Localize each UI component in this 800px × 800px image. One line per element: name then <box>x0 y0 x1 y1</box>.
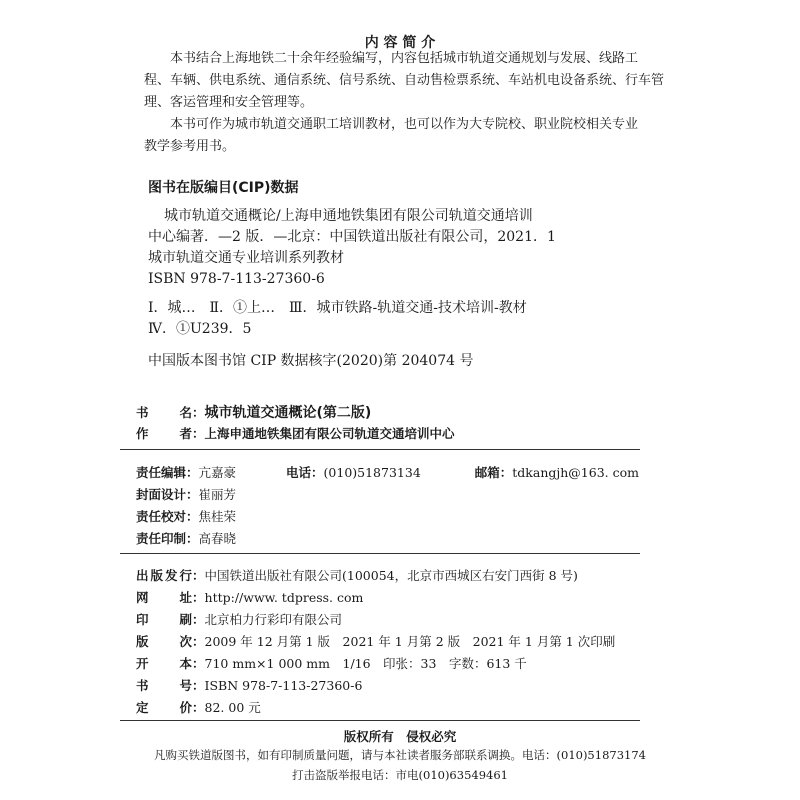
intro-line: 程、车辆、供电系统、通信系统、信号系统、自动售检票系统、车站机电设备系统、行车管 <box>144 73 665 88</box>
pub-row-format: 开 本 ：710 mm×1 000 mm 1/16 印张：33 字数：613 千 <box>136 656 527 671</box>
intro-line: 教学参考用书。 <box>144 139 236 154</box>
printer-value: 北京柏力行彩印有限公司 <box>204 612 343 627</box>
cip-approval: 中国版本图书馆 CIP 数据核字(2020)第 204074 号 <box>148 353 474 369</box>
publisher-value: 中国铁道出版社有限公司(100054，北京市西城区右安门西街 8 号) <box>204 568 578 583</box>
quality-notice: 凡购买铁道版图书，如有印制质量问题，请与本社读者服务部联系调换。电话：(010)51873174 <box>154 748 646 762</box>
divider <box>120 449 640 450</box>
pub-row-isbn: 书 号 ：ISBN 978-7-113-27360-6 <box>136 678 363 693</box>
print-manager: 高春晓 <box>198 531 237 546</box>
book-author-label: 作 者 <box>136 426 192 441</box>
piracy-report: 打击盗版举报电话：市电(010)63549461 <box>292 768 508 782</box>
pub-row-edition: 版 次 ：2009 年 12 月第 1 版 2021 年 1 月第 2 版 2021 年 1 月第 1 次印刷 <box>136 634 616 649</box>
cip-record-line: 中心编著．—2 版．—北京：中国铁道出版社有限公司，2021．1 <box>148 229 556 245</box>
cip-record-line: ISBN 978-7-113-27360-6 <box>148 271 325 287</box>
intro-title: 内 容 简 介 <box>364 35 436 51</box>
print-label: 责任印制： <box>136 531 199 546</box>
pub-row-website: 网 址 ：http://www. tdpress. com <box>136 590 364 605</box>
phone-label: 电话： <box>286 465 324 480</box>
cip-class-line: Ⅰ．城… Ⅱ．①上… Ⅲ．城市铁路-轨道交通-技术培训-教材 <box>148 300 527 316</box>
cip-record-line: 城市轨道交通概论/上海申通地铁集团有限公司轨道交通培训 <box>164 208 533 224</box>
editor-name: 亢嘉豪 <box>198 465 237 480</box>
proofreader: 焦桂荣 <box>198 509 237 524</box>
editor-label: 责任编辑： <box>136 465 199 480</box>
pub-row-price: 定 价 ：82. 00 元 <box>136 700 261 715</box>
editor-row <box>136 463 639 481</box>
edition-value: 2009 年 12 月第 1 版 2021 年 1 月第 2 版 2021 年 1 月第 1 次印刷 <box>204 634 616 649</box>
book-author: 上海申通地铁集团有限公司轨道交通培训中心 <box>204 426 455 441</box>
divider <box>120 720 640 721</box>
divider <box>120 553 640 554</box>
cip-class-line: Ⅳ．①U239．5 <box>148 321 252 337</box>
cover-label: 封面设计： <box>136 487 199 502</box>
print-row <box>136 529 236 547</box>
website-value: http://www. tdpress. com <box>204 590 364 605</box>
pub-row-publisher: 出 版 发 行 ：中国铁道出版社有限公司(100054，北京市西城区右安门西街 8 号) <box>136 568 578 583</box>
email-label: 邮箱： <box>474 465 513 480</box>
cip-record <box>148 206 556 290</box>
cip-heading: 图书在版编目(CIP)数据 <box>148 180 299 196</box>
format-value: 710 mm×1 000 mm 1/16 印张：33 字数：613 千 <box>204 656 527 671</box>
intro-body <box>144 48 664 158</box>
proof-label: 责任校对： <box>136 509 199 524</box>
email-value: tdkangjh@163. com <box>512 465 639 480</box>
intro-line: 理、客运管理和安全管理等。 <box>144 95 314 110</box>
proof-row <box>136 507 236 525</box>
cover-row <box>136 485 236 503</box>
book-author-row: 作 者 ：上海申通地铁集团有限公司轨道交通培训中心 <box>136 426 455 441</box>
phone-value: (010)51873134 <box>323 465 421 480</box>
cip-classification <box>148 298 527 340</box>
price-value: 82. 00 元 <box>204 700 261 715</box>
copyright-notice: 版权所有 侵权必究 <box>343 729 457 744</box>
isbn-value: ISBN 978-7-113-27360-6 <box>204 678 363 693</box>
book-title: 城市轨道交通概论(第二版) <box>204 405 372 421</box>
cover-designer: 崔丽芳 <box>198 487 237 502</box>
cip-record-line: 城市轨道交通专业培训系列教材 <box>148 250 344 266</box>
book-title-label: 书 名 <box>136 405 192 420</box>
book-title-row: 书 名 ：城市轨道交通概论(第二版) <box>136 405 372 421</box>
pub-row-printer: 印 刷 ：北京柏力行彩印有限公司 <box>136 612 343 627</box>
intro-line: 本书结合上海地铁二十余年经验编写，内容包括城市轨道交通规划与发展、线路工 <box>144 51 639 66</box>
intro-line: 本书可作为城市轨道交通职工培训教材，也可以作为大专院校、职业院校相关专业 <box>144 117 639 132</box>
